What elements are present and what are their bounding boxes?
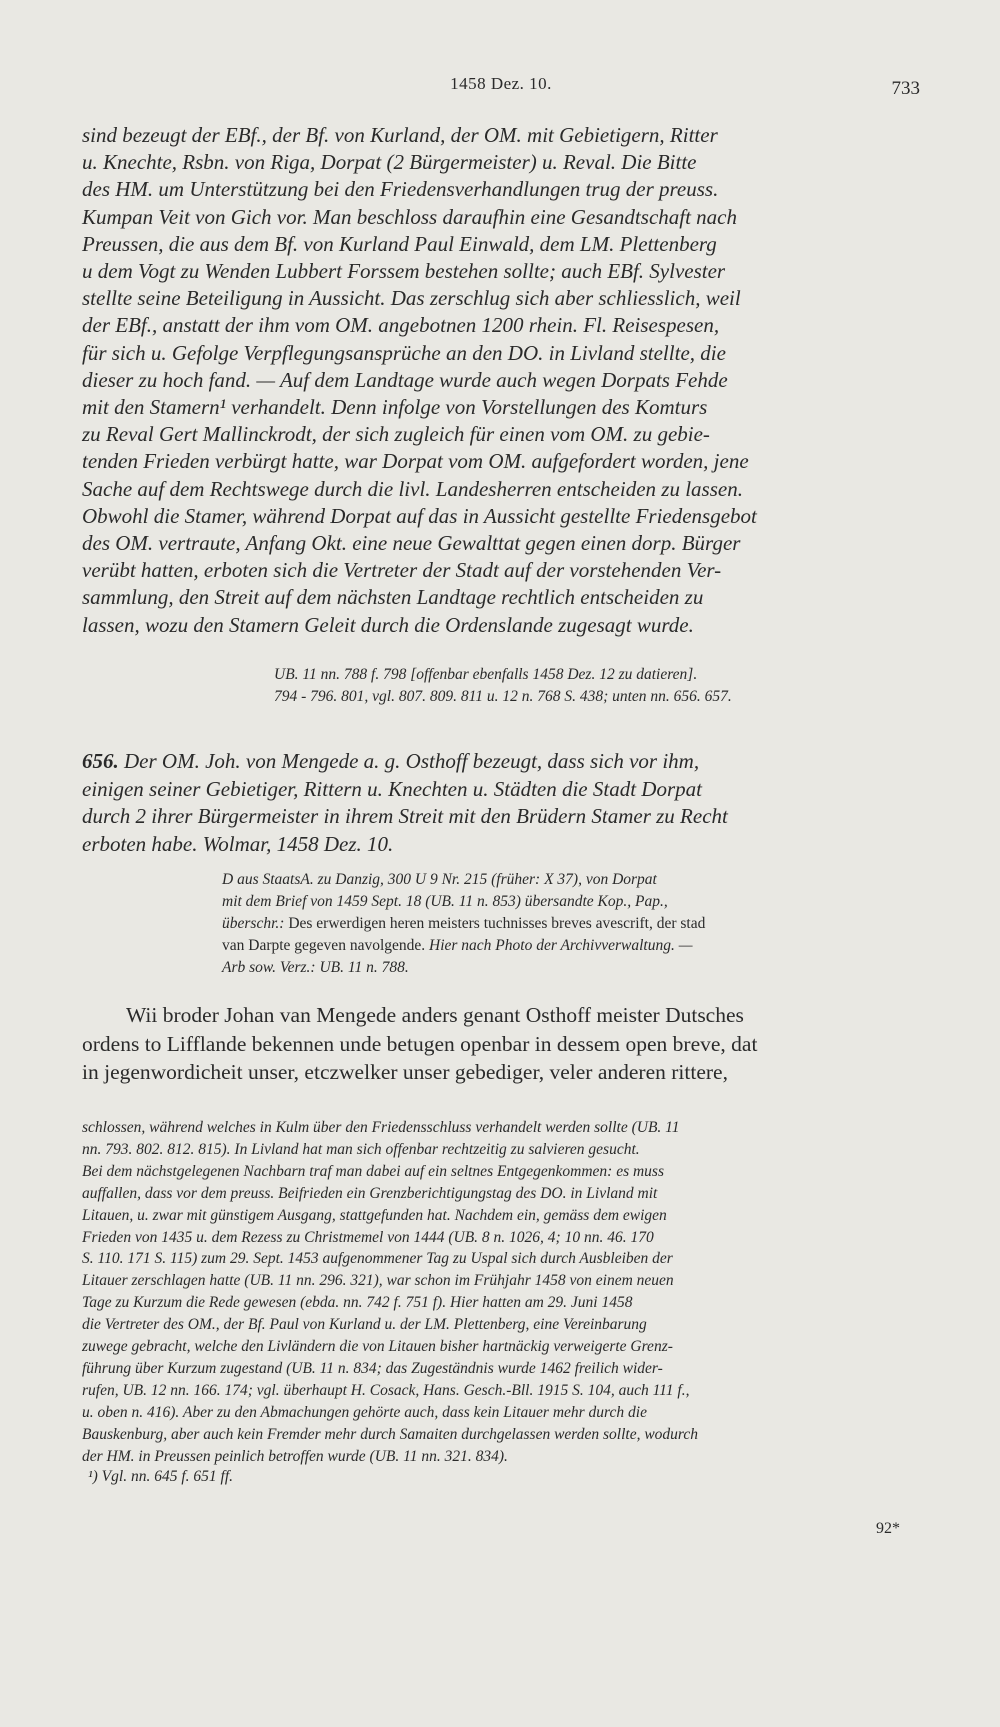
text-line: verübt hatten, erboten sich die Vertreter der Stadt auf der vorstehenden Ver- [82, 558, 722, 583]
text-line: zu Reval Gert Mallinckrodt, der sich zugleich für einen vom OM. zu gebie- [82, 422, 710, 447]
footnote-line: Bei dem nächstgelegenen Nachbarn traf man dabei auf ein seltnes Entgegenkommen: es muss [82, 1162, 664, 1180]
text-line: des HM. um Unterstützung bei den Friedensverhandlungen trug der preuss. [82, 177, 719, 202]
page-number: 733 [891, 78, 920, 99]
source-quote: van Darpte gegeven navolgende. [222, 937, 426, 954]
footnote-line: zuwege gebracht, welche den Livländern die von Litauen bisher hartnäckig verweigerte Grenz- [82, 1338, 673, 1356]
footnote-line: der HM. in Preussen peinlich betroffen wurde (UB. 11 nn. 321. 834). [82, 1447, 508, 1465]
footnote-line: Frieden von 1435 u. dem Rezess zu Christmemel von 1444 (UB. 8 n. 1026, 4; 10 nn. 46. 170 [82, 1228, 654, 1246]
footnote-line: S. 110. 171 S. 115) zum 29. Sept. 1453 aufgenommener Tag zu Uspal sich durch Ausbleiben der [82, 1250, 673, 1268]
intro-paragraph [82, 122, 920, 639]
source-label: überschr.: [222, 915, 285, 932]
source-description [82, 869, 1000, 979]
text-line: Sache auf dem Rechtswege durch die livl. Landesherren entscheiden zu lassen. [82, 476, 743, 501]
source-line: mit dem Brief von 1459 Sept. 18 (UB. 11 n. 853) übersandte Kop., Pap., [222, 893, 668, 910]
source-note: Hier nach Photo der Archivverwaltung. — [425, 937, 693, 954]
source-line [222, 913, 1000, 935]
text-line: sammlung, den Streit auf dem nächsten Landtage rechtlich entscheiden zu [82, 585, 704, 610]
document-line: Wii broder Johan van Mengede anders genant Osthoff meister Dutsches [126, 1003, 744, 1027]
text-line: der EBf., anstatt der ihm vom OM. angebotnen 1200 rhein. Fl. Reisespesen, [82, 313, 720, 338]
text-line: u dem Vogt zu Wenden Lubbert Forssem bestehen sollte; auch EBf. Sylvester [82, 259, 726, 284]
footnote-line: die Vertreter des OM., der Bf. Paul von Kurland u. der LM. Plettenberg, eine Vereinbarung [82, 1316, 647, 1334]
regest [82, 748, 920, 858]
footnote-1: ¹) Vgl. nn. 645 f. 651 ff. [88, 1468, 234, 1485]
text-line: für sich u. Gefolge Verpflegungsansprüche an den DO. in Livland stellte, die [82, 340, 726, 365]
text-line: stellte seine Beteiligung in Aussicht. Das zerschlug sich aber schliesslich, weil [82, 286, 741, 311]
text-line: mit den Stamern¹ verhandelt. Denn infolge von Vorstellungen des Komturs [82, 395, 708, 420]
regest-line [82, 748, 920, 776]
footnote-line: schlossen, während welches in Kulm über den Friedensschluss verhandelt werden sollte (UB. 11 [82, 1119, 680, 1136]
text-line: des OM. vertraute, Anfang Okt. eine neue Gewalttat gegen einen dorp. Bürger [82, 531, 741, 556]
text-line: Preussen, die aus dem Bf. von Kurland Paul Einwald, dem LM. Plettenberg [82, 231, 717, 256]
text-line: Kumpan Veit von Gich vor. Man beschloss daraufhin eine Gesandtschaft nach [82, 204, 737, 229]
text-line: u. Knechte, Rsbn. von Riga, Dorpat (2 Bürgermeister) u. Reval. Die Bitte [82, 150, 697, 175]
reference-line: UB. 11 nn. 788 f. 798 [offenbar ebenfalls 1458 Dez. 12 zu datieren]. [274, 666, 698, 683]
regest-line: erboten habe. Wolmar, 1458 Dez. 10. [82, 831, 394, 856]
document-number: 656. [82, 749, 119, 773]
footnote-line: führung über Kurzum zugestand (UB. 11 n. 834; das Zugeständnis wurde 1462 freilich wider- [82, 1359, 663, 1377]
source-line [222, 935, 1000, 957]
footnote-line: Bauskenburg, aber auch kein Fremder mehr durch Samaiten durchgelassen werden sollte, wodurch [82, 1425, 699, 1443]
document-text [82, 1001, 920, 1087]
references [82, 664, 1000, 708]
signature-mark: 92* [876, 1520, 900, 1537]
footnote-line: nn. 793. 802. 812. 815). In Livland hat man sich offenbar rechtzeitig zu salvieren gesucht. [82, 1140, 640, 1158]
footnote-line: u. oben n. 416). Aber zu den Abmachungen gehörte auch, dass kein Litauer mehr durch die [82, 1403, 647, 1421]
text-line: sind bezeugt der EBf., der Bf. von Kurland, der OM. mit Gebietigern, Ritter [82, 123, 718, 147]
regest-text: Der OM. Joh. von Mengede a. g. Osthoff bezeugt, dass sich vor ihm, [118, 749, 700, 773]
source-line: D aus StaatsA. zu Danzig, 300 U 9 Nr. 215 (früher: X 37), von Dorpat [222, 871, 657, 888]
source-quote: Des erwerdigen heren meisters tuchnisses breves avescrift, der stad [284, 915, 706, 932]
footnote-line: Litauer zerschlagen hatte (UB. 11 nn. 296. 321), war schon im Frühjahr 1458 von einem neuen [82, 1272, 674, 1290]
text-line: dieser zu hoch fand. — Auf dem Landtage wurde auch wegen Dorpats Fehde [82, 367, 728, 392]
source-line: Arb sow. Verz.: UB. 11 n. 788. [222, 959, 409, 976]
text-line: lassen, wozu den Stamern Geleit durch die Ordenslande zugesagt wurde. [82, 612, 694, 637]
footnote-line: rufen, UB. 12 nn. 166. 174; vgl. überhaupt H. Cosack, Hans. Gesch.-Bll. 1915 S. 104, auch 111 f., [82, 1381, 690, 1399]
text-line: tenden Frieden verbürgt hatte, war Dorpat vom OM. aufgefordert worden, jene [82, 449, 749, 474]
document-line: in jegenwordicheit unser, etczwelker unser gebediger, veler anderen rittere, [82, 1060, 728, 1084]
footnote-line: Tage zu Kurzum die Rede gewesen (ebda. nn. 742 f. 751 f). Hier hatten am 29. Juni 1458 [82, 1294, 633, 1312]
text-line: Obwohl die Stamer, während Dorpat auf das in Aussicht gestellte Friedensgebot [82, 503, 757, 528]
page-header [82, 70, 920, 100]
regest-line: einigen seiner Gebietiger, Rittern u. Knechten u. Städten die Stadt Dorpat [82, 776, 702, 801]
footnote-continuation [82, 1117, 920, 1468]
running-head: 1458 Dez. 10. [450, 74, 552, 93]
reference-line: 794 - 796. 801, vgl. 807. 809. 811 u. 12 n. 768 S. 438; unten nn. 656. 657. [274, 688, 732, 705]
footnote-line: auffallen, dass vor dem preuss. Beifrieden ein Grenzberichtigungstag des DO. in Livland mit [82, 1184, 658, 1202]
regest-line: durch 2 ihrer Bürgermeister in ihrem Streit mit den Brüdern Stamer zu Recht [82, 804, 728, 829]
footnote-line: Litauen, u. zwar mit günstigem Ausgang, stattgefunden hat. Nachdem ein, gemäss dem ewigen [82, 1206, 667, 1224]
document-line: ordens to Lifflande bekennen unde betugen openbar in dessem open breve, dat [82, 1031, 758, 1056]
